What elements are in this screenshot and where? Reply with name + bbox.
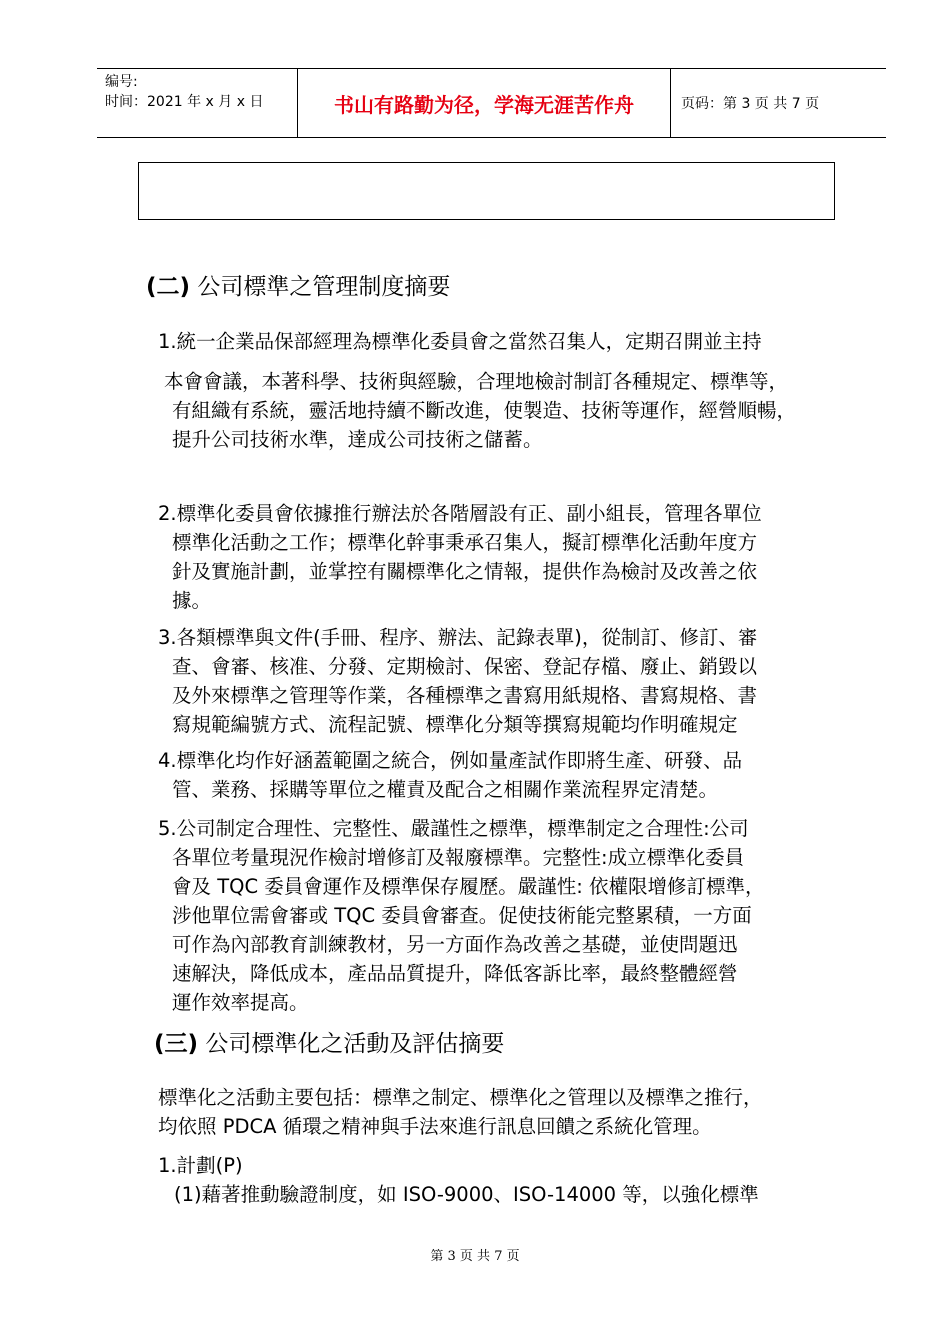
- header-page-label: 页码：第 3 页 共 7 页: [681, 96, 820, 112]
- paragraph-line: 均依照 PDCA 循環之精神與手法來進行訊息回饋之系統化管理。: [158, 1115, 712, 1138]
- section3-title: 公司標準化之活動及評估摘要: [205, 1031, 505, 1057]
- empty-box: [138, 162, 835, 220]
- paragraph-line: 速解決，降低成本，產品品質提升，降低客訴比率，最終整體經營: [172, 962, 738, 985]
- paragraph-line: 運作效率提高。: [172, 991, 309, 1014]
- section2-marker: (二): [146, 274, 191, 300]
- paragraph-line: 2.標準化委員會依據推行辦法於各階層設有正、副小組長，管理各單位: [158, 502, 762, 525]
- time-label: 时间：2021 年 x 月 x 日: [105, 94, 264, 110]
- paragraph-line: 據。: [172, 589, 212, 612]
- paragraph-line: 提升公司技術水準，達成公司技術之儲蓄。: [172, 428, 543, 451]
- paragraph-line: 1.統一企業品保部經理為標準化委員會之當然召集人，定期召開並主持: [158, 330, 762, 353]
- plan-title: 1.計劃(P): [158, 1154, 243, 1177]
- document-header: [97, 68, 886, 138]
- paragraph-line: 及外來標準之管理等作業，各種標準之書寫用紙規格、書寫規格、書: [172, 684, 758, 707]
- paragraph-line: 查、會審、核准、分發、定期檢討、保密、登記存檔、廢止、銷毀以: [172, 655, 758, 678]
- paragraph-line: 標準化活動之工作；標準化幹事秉承召集人，擬訂標準化活動年度方: [172, 531, 758, 554]
- header-meta-cell: [97, 69, 298, 137]
- number-label: 编号:: [105, 74, 138, 90]
- paragraph-line: 5.公司制定合理性、完整性、嚴謹性之標準，標準制定之合理性:公司: [158, 817, 749, 840]
- section3-marker: (三): [154, 1031, 199, 1057]
- header-motto: 书山有路勤为径，学海无涯苦作舟: [298, 69, 671, 137]
- paragraph-line: 有組織有系統，靈活地持續不斷改進，使製造、技術等運作，經營順暢，: [172, 399, 797, 422]
- paragraph-line: 可作為內部教育訓練教材，另一方面作為改善之基礎，並使問題迅: [172, 933, 738, 956]
- section2-heading: [146, 272, 450, 302]
- paragraph-line: 管、業務、採購等單位之權責及配合之相關作業流程界定清楚。: [172, 778, 719, 801]
- paragraph-line: 標準化之活動主要包括：標準之制定、標準化之管理以及標準之推行，: [158, 1086, 763, 1109]
- plan-item-1: (1)藉著推動驗證制度，如 ISO-9000、ISO-14000 等，以強化標準: [174, 1183, 759, 1206]
- paragraph-line: 會及 TQC 委員會運作及標準保存履歷。嚴謹性: 依權限增修訂標準，: [172, 875, 765, 898]
- page-footer: 第 3 页 共 7 页: [430, 1249, 520, 1264]
- paragraph-line: 針及實施計劃，並掌控有關標準化之情報，提供作為檢討及改善之依: [172, 560, 758, 583]
- paragraph-line: 3.各類標準與文件(手冊、程序、辦法、記錄表單)，從制訂、修訂、審: [158, 626, 758, 649]
- paragraph-line: 寫規範編號方式、流程記號、標準化分類等撰寫規範均作明確規定: [172, 713, 738, 736]
- paragraph-line: 本會會議，本著科學、技術與經驗，合理地檢討制訂各種規定、標準等，: [164, 370, 789, 393]
- section2-title: 公司標準之管理制度摘要: [197, 274, 451, 300]
- paragraph-line: 4.標準化均作好涵蓋範圍之統合，例如量產試作即將生產、研發、品: [158, 749, 743, 772]
- section3-heading: [154, 1029, 504, 1059]
- paragraph-line: 涉他單位需會審或 TQC 委員會審查。促使技術能完整累積，一方面: [172, 904, 752, 927]
- paragraph-line: 各單位考量現況作檢討增修訂及報廢標準。完整性:成立標準化委員: [172, 846, 745, 869]
